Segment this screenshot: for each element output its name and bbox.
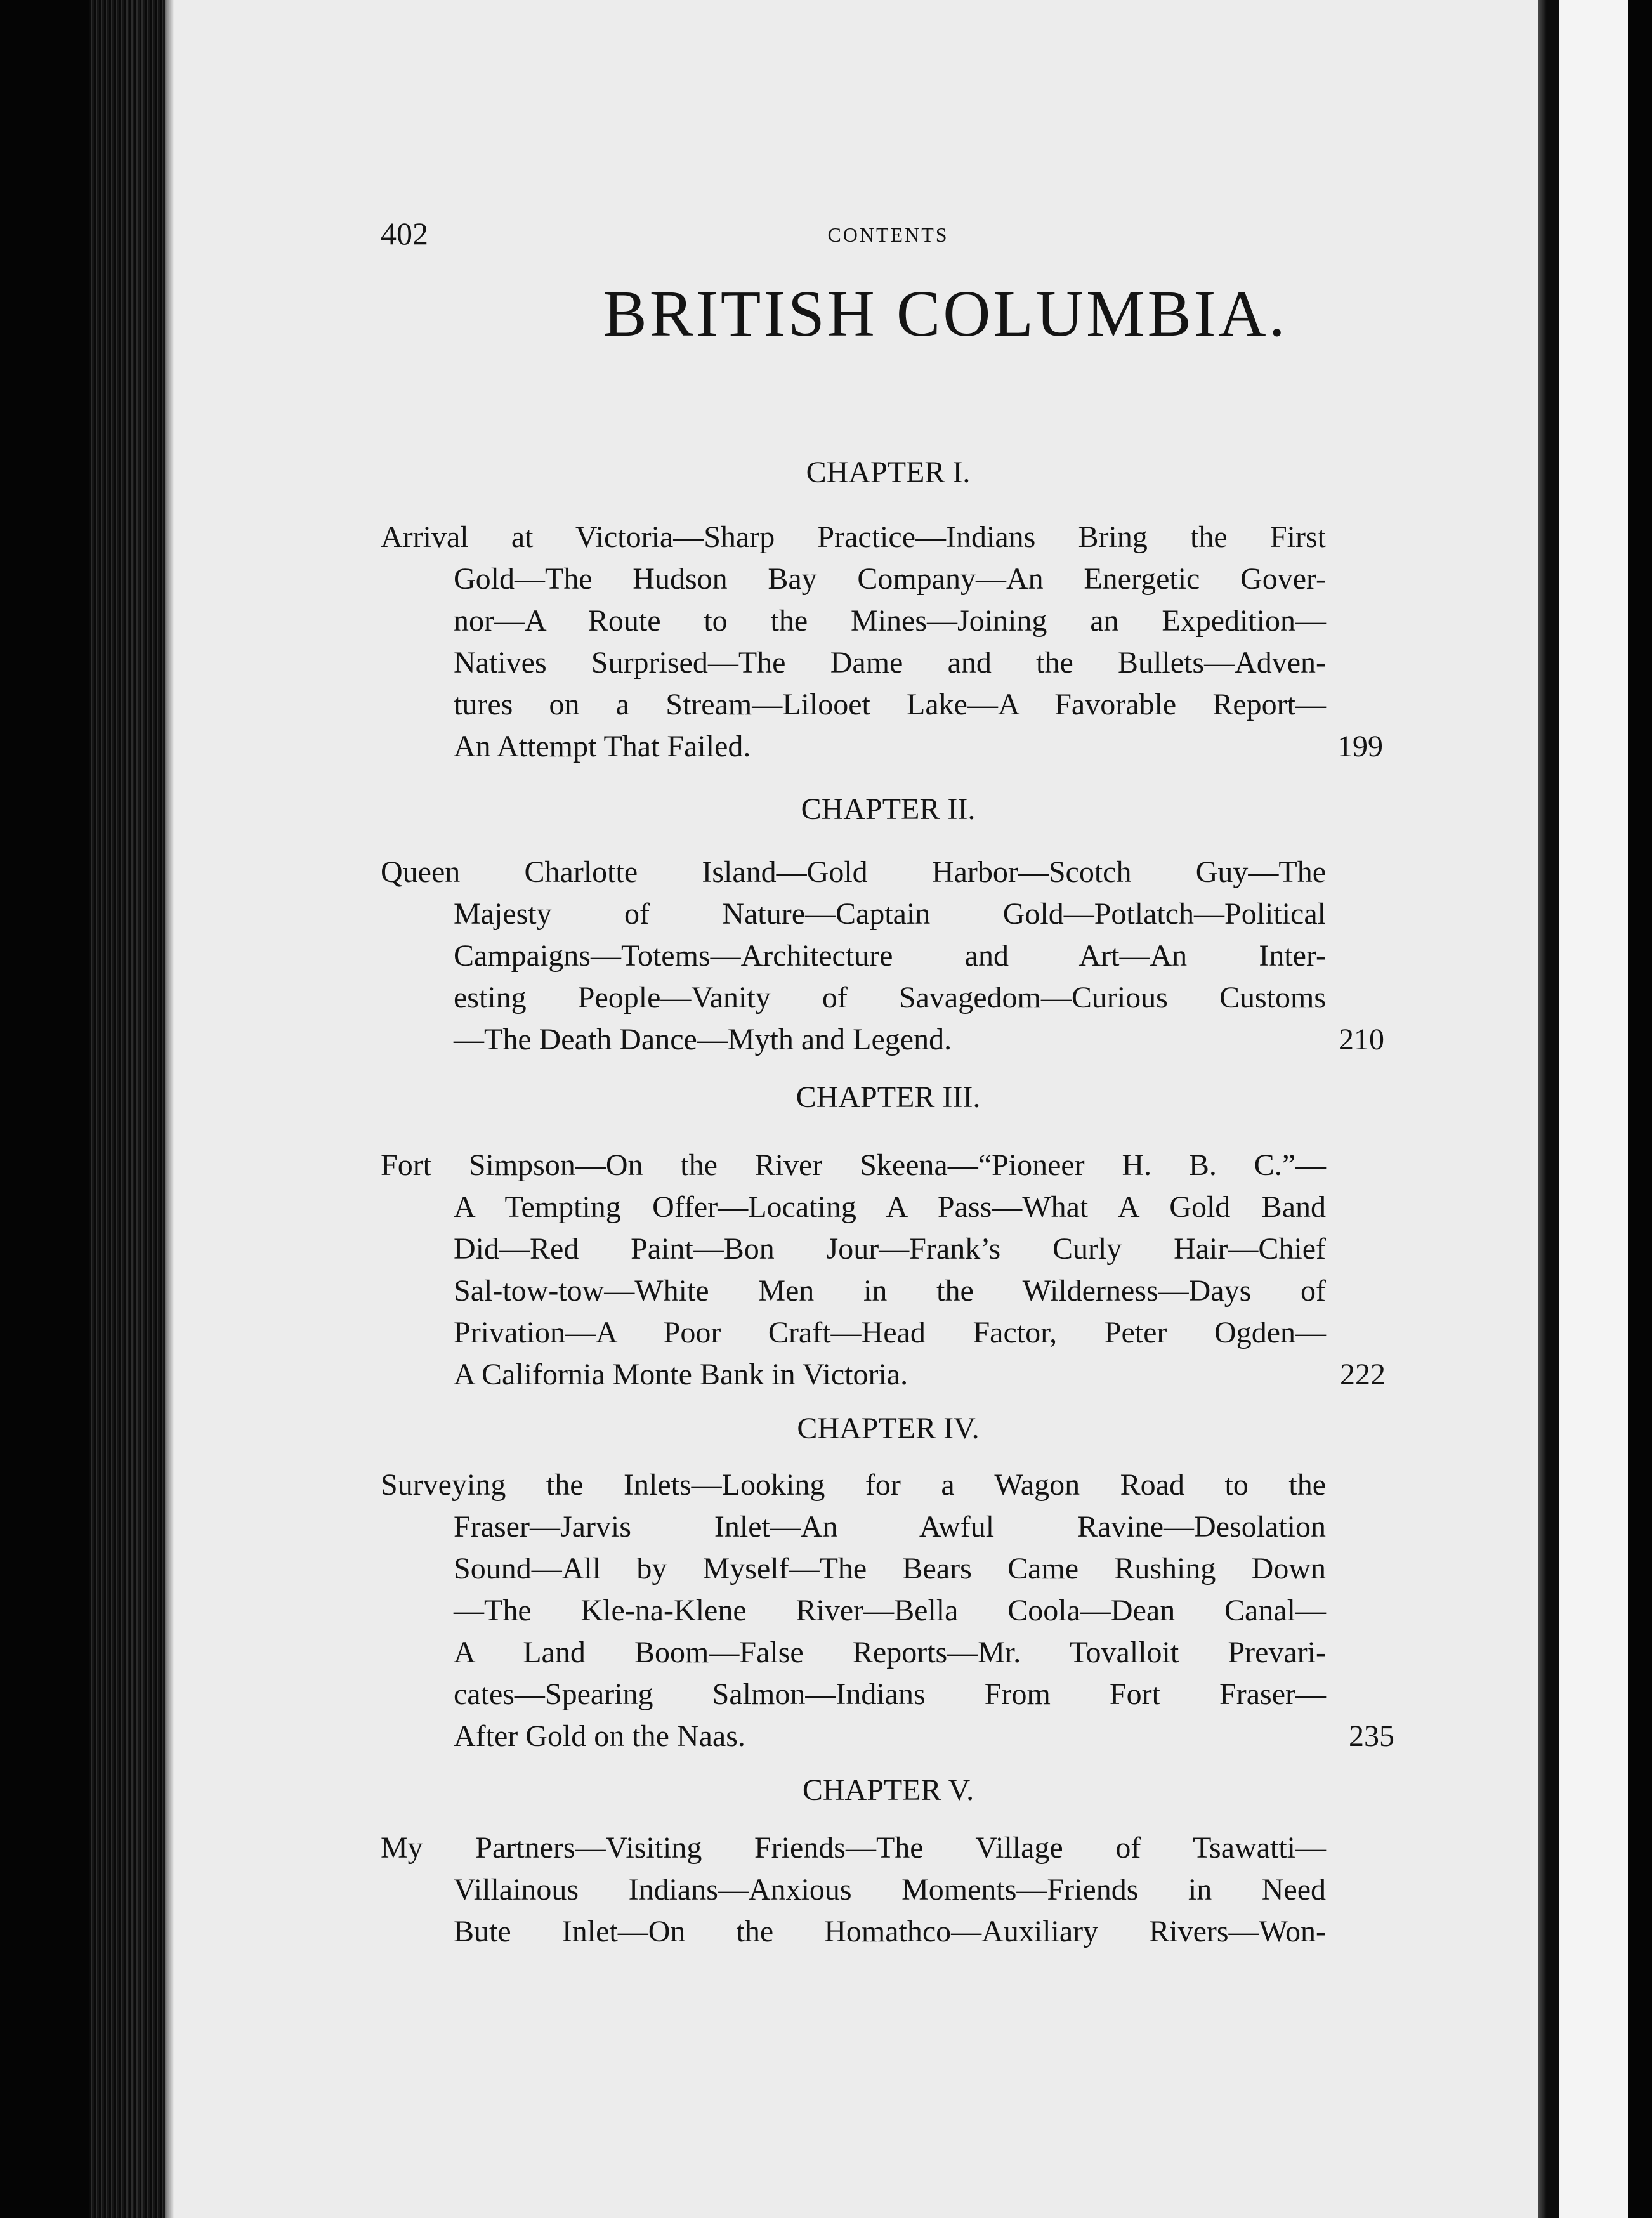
summary-line: An Attempt That Failed. bbox=[454, 730, 751, 763]
summary-line: —The Death Dance—Myth and Legend. bbox=[454, 1023, 952, 1056]
book-gutter bbox=[1538, 0, 1559, 2218]
page-number: 402 bbox=[381, 216, 428, 251]
summary-line: Did—Red Paint—Bon Jour—Frank’s Curly Hair—Chief bbox=[454, 1232, 1326, 1266]
book-page-edges bbox=[89, 0, 165, 2218]
summary-line: Bute Inlet—On the Homathco—Auxiliary Rivers—Won- bbox=[454, 1915, 1326, 1948]
chapter-heading: CHAPTER II. bbox=[801, 792, 976, 826]
summary-line: esting People—Vanity of Savagedom—Curious Customs bbox=[454, 981, 1326, 1014]
chapter-summary bbox=[381, 851, 1326, 1061]
summary-line: Surveying the Inlets—Looking for a Wagon Road to the bbox=[381, 1468, 1326, 1502]
summary-line: Queen Charlotte Island—Gold Harbor—Scotch Guy—The bbox=[381, 855, 1326, 889]
chapter-summary bbox=[381, 1145, 1326, 1396]
chapter-page-number: 222 bbox=[1340, 1358, 1386, 1391]
summary-line: —The Kle-na-Klene River—Bella Coola—Dean Canal— bbox=[454, 1594, 1326, 1627]
running-head: CONTENTS bbox=[827, 223, 949, 246]
summary-line: Natives Surprised—The Dame and the Bullets—Adven- bbox=[454, 646, 1326, 679]
summary-line: tures on a Stream—Lilooet Lake—A Favorable Report— bbox=[454, 688, 1326, 721]
scan-left-border bbox=[0, 0, 89, 2218]
summary-line: Privation—A Poor Craft—Head Factor, Peter Ogden— bbox=[454, 1316, 1326, 1349]
chapter-summary bbox=[381, 1464, 1326, 1757]
summary-line: Gold—The Hudson Bay Company—An Energetic Gover- bbox=[454, 562, 1326, 596]
summary-line: nor—A Route to the Mines—Joining an Expedition— bbox=[454, 604, 1326, 638]
chapter-summary bbox=[381, 516, 1326, 768]
summary-line: cates—Spearing Salmon—Indians From Fort Fraser— bbox=[454, 1677, 1326, 1711]
summary-line: A Tempting Offer—Locating A Pass—What A Gold Band bbox=[454, 1190, 1326, 1224]
page-shadow bbox=[165, 0, 174, 2218]
chapter-heading: CHAPTER V. bbox=[802, 1773, 974, 1807]
summary-line: Sound—All by Myself—The Bears Came Rushing Down bbox=[454, 1552, 1326, 1585]
summary-line: Fort Simpson—On the River Skeena—“Pioneer H. B. C.”— bbox=[381, 1148, 1326, 1182]
summary-line: Sal-tow-tow—White Men in the Wilderness—Days of bbox=[454, 1274, 1326, 1308]
chapter-heading: CHAPTER I. bbox=[806, 456, 971, 489]
chapter-summary bbox=[381, 1827, 1326, 1953]
facing-page-strip bbox=[1559, 0, 1628, 2218]
summary-line: A Land Boom—False Reports—Mr. Tovalloit Prevari- bbox=[454, 1636, 1326, 1669]
summary-line: Majesty of Nature—Captain Gold—Potlatch—Political bbox=[454, 897, 1326, 931]
summary-line: After Gold on the Naas. bbox=[454, 1719, 745, 1753]
summary-line: Villainous Indians—Anxious Moments—Friends in Need bbox=[454, 1873, 1326, 1906]
summary-line: My Partners—Visiting Friends—The Village of Tsawatti— bbox=[381, 1831, 1326, 1865]
chapter-page-number: 235 bbox=[1349, 1719, 1394, 1753]
scan-right-border bbox=[1628, 0, 1652, 2218]
chapter-heading: CHAPTER III. bbox=[796, 1080, 981, 1114]
chapter-page-number: 210 bbox=[1339, 1023, 1384, 1056]
page-title: BRITISH COLUMBIA. bbox=[603, 277, 1288, 350]
summary-line: Fraser—Jarvis Inlet—An Awful Ravine—Desolation bbox=[454, 1510, 1326, 1544]
summary-line: A California Monte Bank in Victoria. bbox=[454, 1358, 908, 1391]
summary-line: Arrival at Victoria—Sharp Practice—Indians Bring the First bbox=[381, 520, 1326, 554]
chapter-page-number: 199 bbox=[1337, 730, 1383, 763]
chapter-heading: CHAPTER IV. bbox=[797, 1412, 980, 1445]
summary-line: Campaigns—Totems—Architecture and Art—An Inter- bbox=[454, 939, 1326, 973]
